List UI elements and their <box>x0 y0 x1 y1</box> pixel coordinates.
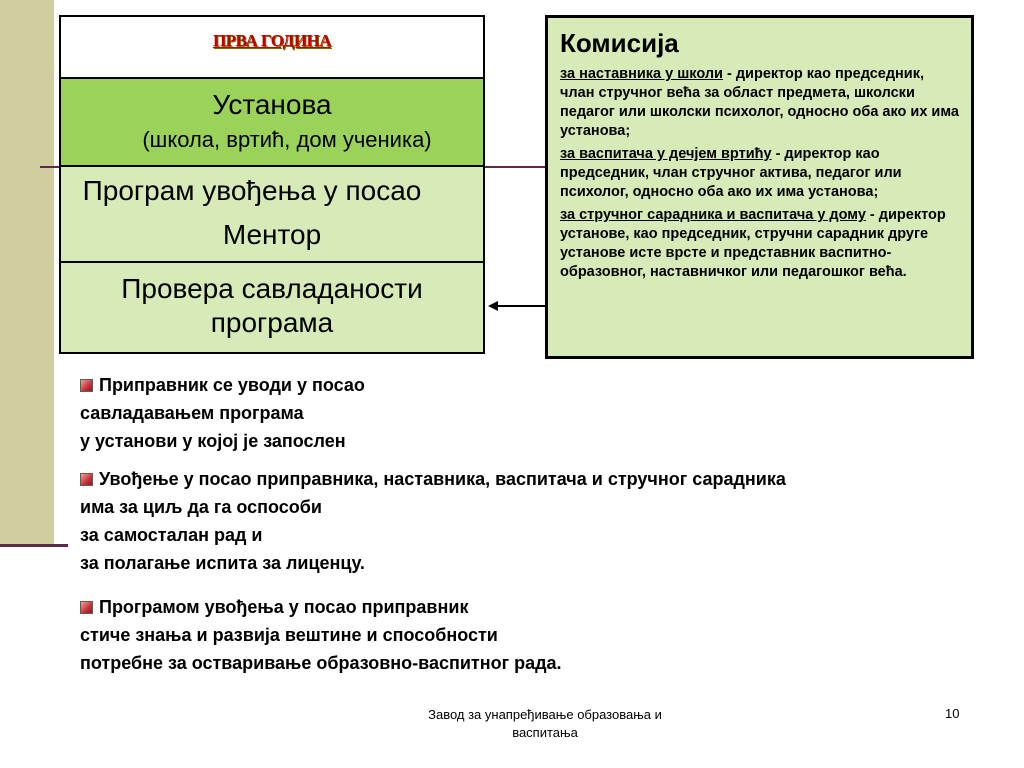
commission-teacher-link: за наставника у школи <box>560 66 723 82</box>
bullet-item <box>80 593 562 677</box>
footer-line: васпитања <box>512 725 578 740</box>
footer-line: Завод за унапређивање образовања и <box>428 707 662 722</box>
bullet-text: савладавањем програма <box>80 403 304 423</box>
bullet-text: стиче знања и развија вештине и способности <box>80 625 498 645</box>
institution-label: Установа <box>212 89 332 120</box>
bullet-text: Увођење у посао приправника, наставника, васпитача и стручног сарадника <box>99 469 786 489</box>
table-title-row <box>61 17 483 79</box>
commission-associate-text: - директор установе, као председник, стручни сарадник друге установе исте врсте и представник васпитно- образовног, наставничког или педагошког већа. <box>560 207 946 280</box>
commission-kindergarten <box>560 145 959 202</box>
program-row <box>61 167 483 263</box>
bullet-item <box>80 465 786 577</box>
bullet-square-icon <box>80 601 93 614</box>
program-label: Програм увођења у посао <box>82 175 422 206</box>
bullet-text: Програмом увођења у посао приправник <box>99 597 469 617</box>
evaluation-row <box>61 263 483 352</box>
bullet-text: потребне за остваривање образовно-васпитног рада. <box>80 653 562 673</box>
side-divider-line <box>0 544 68 547</box>
commission-teacher <box>560 65 959 141</box>
evaluation-label-line1: Провера савладаности <box>121 273 423 304</box>
bullet-square-icon <box>80 379 93 392</box>
commission-associate <box>560 206 959 282</box>
commission-heading: Комисија <box>560 28 679 58</box>
page-number: 10 <box>945 706 960 721</box>
table-title: ПРВА ГОДИНА <box>212 31 332 50</box>
institution-row <box>61 79 483 167</box>
bullet-square-icon <box>80 473 93 486</box>
commission-box <box>545 15 974 359</box>
bullet-text: Приправник се уводи у посао <box>99 375 365 395</box>
bullet-text: за полагање испита за лиценцу. <box>80 553 365 573</box>
side-decoration-bar <box>0 0 54 545</box>
institution-subtitle: (школа, вртић, дом ученика) <box>142 127 432 152</box>
footer-organization <box>405 706 685 742</box>
commission-kindergarten-text: - директор као председник, члан стручног актива, педагог или психолог, односно оба ако их има установа; <box>560 146 902 200</box>
commission-associate-link: за стручног сарадника и васпитача у дому <box>560 207 866 223</box>
commission-teacher-text: - директор као председник, члан стручног већа за област предмета, школски педагог или школски психолог, односно оба ако их има установа; <box>560 66 959 139</box>
arrow-left-icon <box>488 296 548 316</box>
first-year-table <box>59 15 485 354</box>
evaluation-label-line2: програма <box>210 307 334 338</box>
bullet-text: за самосталан рад и <box>80 525 263 545</box>
bullet-item <box>80 371 365 455</box>
commission-kindergarten-link: за васпитача у дечјем вртићу <box>560 146 772 162</box>
bullet-text: има за циљ да га оспособи <box>80 497 322 517</box>
mentor-label: Ментор <box>222 219 322 250</box>
bullet-text: у установи у којој је запослен <box>80 431 346 451</box>
